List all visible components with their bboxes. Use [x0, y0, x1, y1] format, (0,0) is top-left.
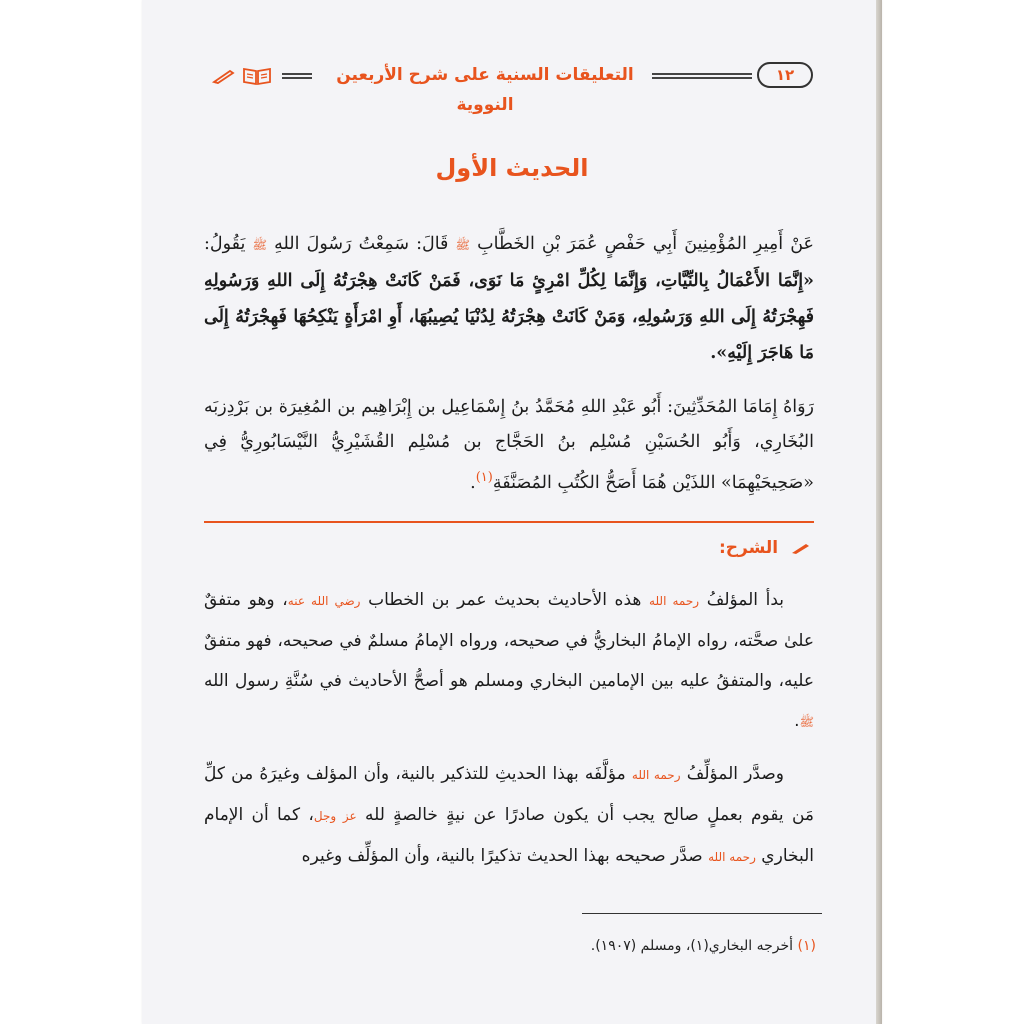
pen-icon	[784, 538, 812, 558]
text-run: ، وهو متفقٌ علىٰ صحَّته، رواه الإمامُ البخاريُّ في صحيحه، ورواه الإمامُ مسلمٌ في صحيحه، فهو متفقٌ عليه، والمتفقُ عليه بين الإمامين البخاري ومسلم هو أصحُّ الأحاديث في سُنَّةِ رسول الله	[204, 590, 814, 691]
footnote-reference[interactable]: (١)	[475, 470, 493, 485]
book-icon	[242, 66, 272, 86]
explanation-heading-label: الشرح:	[718, 538, 779, 558]
header-rule	[282, 73, 312, 79]
text-run: .	[794, 711, 800, 731]
honorific: رحمه الله	[631, 768, 681, 782]
hadith-text	[204, 226, 814, 371]
narration-body: رَوَاهُ إِمَامَا المُحَدِّثِينَ: أَبُو عَبْدِ اللهِ مُحَمَّدُ بنُ إِسْمَاعِيل بن إِبْرَاهِيم بن المُغِيرَة بن بَرْدِزبَه البُخَارِي، وَأَبُو الحُسَيْنِ مُسْلِم بنُ الحَجَّاج بن مُسْلِم القُشَيْرِيُّ النَّيْسَابُورِيُّ فِي «صَحِيحَيْهِمَا» اللذَيْن هُمَا أَصَحُّ الكُتُبِ المُصَنَّفَةِ	[204, 397, 814, 493]
hadith-intro: عَنْ أَمِيرِ المُؤْمِنِينَ أَبِي حَفْصٍ عُمَرَ بْنِ الخَطَّابِ	[477, 234, 814, 254]
honorific: رحمه الله	[708, 850, 756, 864]
hadith-intro-tail: قَالَ: سَمِعْتُ رَسُولَ اللهِ	[274, 234, 449, 254]
footnote	[204, 938, 816, 954]
narration-end: .	[470, 472, 476, 493]
text-run: هذه الأحاديث بحديث عمر بن الخطاب	[368, 590, 642, 610]
section-divider	[204, 521, 814, 523]
footnote-text: أخرجه البخاري(١)، ومسلم (١٩٠٧).	[590, 938, 794, 954]
header-icons	[212, 66, 272, 86]
text-run: بدأ المؤلفُ	[706, 590, 785, 610]
book-page	[142, 0, 882, 1024]
footnote-number: (١)	[797, 938, 816, 954]
honorific: ﷺ	[799, 715, 814, 729]
running-title: التعليقات السنية على شرح الأربعين النووية	[336, 65, 634, 115]
honorific: ﷺ	[455, 238, 471, 252]
text-run: وصدَّر المؤلِّفُ	[686, 764, 784, 784]
hadith-says: يَقُولُ:	[204, 234, 246, 254]
honorific: عز وجل	[313, 809, 357, 823]
chapter-title: الحديث الأول	[435, 154, 589, 182]
pen-icon	[212, 67, 236, 85]
explanation-body	[204, 580, 814, 889]
explanation-heading	[142, 538, 812, 558]
explanation-paragraph	[204, 754, 814, 877]
explanation-paragraph	[204, 580, 814, 742]
narration-text	[204, 390, 814, 501]
header-rule	[652, 73, 752, 79]
hadith-quote: «إِنَّمَا الأَعْمَالُ بِالنِّيَّاتِ، وَإِنَّمَا لِكُلِّ امْرِئٍ مَا نَوَى، فَمَنْ كَانَتْ هِجْرَتُهُ إِلَى اللهِ وَرَسُولِهِ فَهِجْرَتُهُ إِلَى اللهِ وَرَسُولِهِ، وَمَنْ كَانَتْ هِجْرَتُهُ لِدُنْيَا يُصِيبُهَا، أَوِ امْرَأَةٍ يَنْكِحُهَا فَهِجْرَتُهُ إِلَى مَا هَاجَرَ إِلَيْهِ».	[204, 271, 814, 363]
page-number: ١٢	[757, 62, 813, 88]
running-header	[202, 60, 814, 115]
hadith-paragraph	[204, 226, 814, 371]
text-run: صدَّر صحيحه بهذا الحديث تذكيرًا بالنية، وأن المؤلِّف وغيره	[301, 846, 703, 866]
footnote-divider	[582, 913, 822, 914]
text-run: ، كما أن الإمام البخاري	[204, 805, 814, 866]
text-run: مؤلَّفَه بهذا الحديثِ للتذكير بالنية، وأن المؤلف وغيرَهُ من كلِّ مَن يقوم بعملٍ صالح يجب أن يكون صادرًا عن نيةٍ خالصةٍ لله	[204, 764, 814, 825]
honorific: ﷺ	[252, 238, 267, 252]
honorific: رحمه الله	[649, 594, 700, 608]
honorific: رضي الله عنه	[287, 594, 361, 608]
